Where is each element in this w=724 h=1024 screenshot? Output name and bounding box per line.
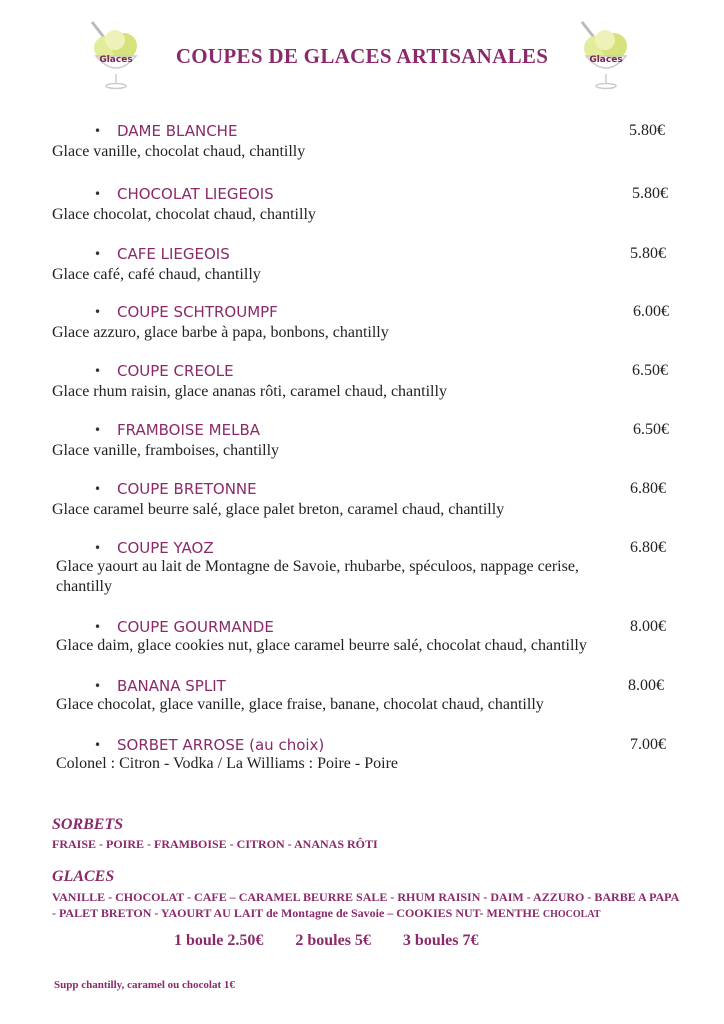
item-name: CHOCOLAT LIEGEOIS (117, 185, 274, 203)
item-name: COUPE GOURMANDE (117, 618, 274, 636)
bullet-icon: • (94, 124, 102, 138)
item-price: 6.00€ (633, 303, 669, 320)
item-price: 6.50€ (633, 421, 669, 438)
item-description: Glace vanille, framboises, chantilly (52, 442, 280, 459)
bullet-icon: • (94, 738, 102, 752)
bullet-icon: • (94, 187, 102, 201)
item-description: Glace café, café chaud, chantilly (52, 266, 261, 283)
menu-item (0, 734, 724, 772)
item-description: Glace yaourt au lait de Montagne de Savoie, rhubarbe, spéculoos, nappage cerise, chantilly (56, 558, 579, 595)
logo-label: Glaces (589, 55, 623, 65)
menu-item (0, 419, 724, 459)
price-one-scoop: 1 boule 2.50€ (174, 932, 264, 949)
item-name: COUPE CREOLE (117, 362, 234, 380)
item-price: 5.80€ (632, 185, 668, 202)
menu-item (0, 301, 724, 341)
bullet-icon: • (94, 541, 102, 555)
menu-item (0, 120, 724, 160)
menu-item (0, 537, 724, 595)
item-description: Glace caramel beurre salé, glace palet breton, caramel chaud, chantilly (52, 501, 505, 518)
item-price: 8.00€ (628, 677, 664, 694)
item-name: BANANA SPLIT (117, 677, 226, 695)
item-name: COUPE SCHTROUMPF (117, 303, 278, 321)
sorbets-list: FRAISE - POIRE - FRAMBOISE - CITRON - ANANAS RÔTI (52, 837, 378, 851)
glaces-list (52, 889, 682, 923)
bullet-icon: • (94, 620, 102, 634)
item-price: 6.50€ (632, 362, 668, 379)
item-price: 8.00€ (630, 618, 666, 635)
item-name: FRAMBOISE MELBA (117, 421, 260, 439)
page-title: COUPES DE GLACES ARTISANALES (175, 44, 549, 68)
price-two-scoops: 2 boules 5€ (295, 932, 371, 949)
item-description: Glace azzuro, glace barbe à papa, bonbons, chantilly (52, 324, 389, 341)
menu-item (0, 675, 724, 713)
menu-item (0, 243, 724, 283)
bullet-icon: • (94, 482, 102, 496)
item-price: 5.80€ (630, 245, 666, 262)
item-description: Glace daim, glace cookies nut, glace caramel beurre salé, chocolat chaud, chantilly (56, 637, 587, 654)
bullet-icon: • (94, 305, 102, 319)
item-name: DAME BLANCHE (117, 122, 238, 140)
item-name: COUPE YAOZ (117, 539, 214, 557)
item-name: SORBET ARROSE (au choix) (117, 736, 325, 754)
glaces-flavours: VANILLE - CHOCOLAT - CAFE – CARAMEL BEURRE SALE - RHUM RAISIN - DAIM - AZZURO - BARBE A PAPA - PALET BRETON - YAOURT AU LAIT de Montagne de Savoie – COOKIES NUT- MENTHE (52, 890, 679, 920)
glaces-list-tail: CHOCOLAT (542, 909, 601, 920)
price-three-scoops: 3 boules 7€ (402, 932, 479, 949)
menu-item (0, 183, 724, 223)
item-name: COUPE BRETONNE (117, 480, 257, 498)
item-description: Colonel : Citron - Vodka / La Williams : Poire - Poire (56, 755, 398, 772)
bullet-icon: • (94, 679, 102, 693)
scoop-prices (174, 932, 507, 950)
item-name: CAFE LIEGEOIS (117, 245, 230, 263)
item-price: 6.80€ (630, 480, 666, 497)
item-description: Glace vanille, chocolat chaud, chantilly (52, 143, 306, 160)
item-description: Glace chocolat, glace vanille, glace fraise, banane, chocolat chaud, chantilly (56, 696, 544, 713)
menu-item (0, 616, 724, 654)
item-price: 6.80€ (630, 539, 666, 556)
supplement-note: Supp chantilly, caramel ou chocolat 1€ (54, 979, 235, 991)
bullet-icon: • (94, 247, 102, 261)
item-price: 5.80€ (629, 122, 665, 139)
item-description: Glace rhum raisin, glace ananas rôti, caramel chaud, chantilly (52, 383, 447, 400)
item-description: Glace chocolat, chocolat chaud, chantilly (52, 206, 316, 223)
bullet-icon: • (94, 423, 102, 437)
sorbets-title: SORBETS (52, 816, 124, 833)
bullet-icon: • (94, 364, 102, 378)
menu-item (0, 360, 724, 400)
item-price: 7.00€ (630, 736, 666, 753)
logo-label: Glaces (99, 55, 133, 65)
menu-item (0, 478, 724, 518)
glaces-title: GLACES (52, 868, 115, 885)
